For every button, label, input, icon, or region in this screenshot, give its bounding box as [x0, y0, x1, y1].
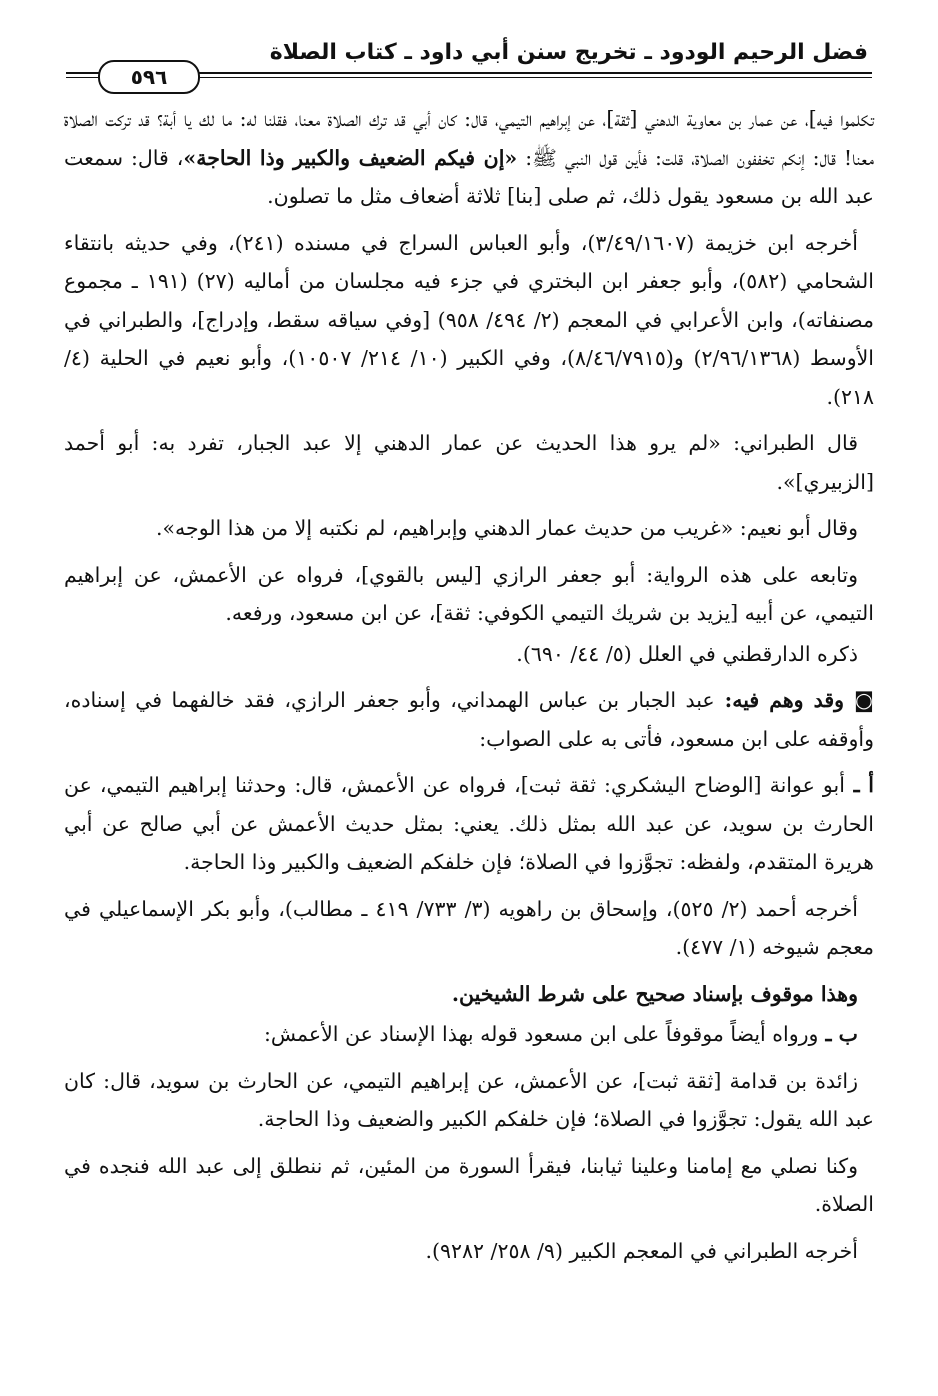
running-header-title: فضل الرحيم الودود ـ تخريج سنن أبي داود ـ كتاب الصلاة — [269, 40, 868, 65]
paragraph-text: عبد الجبار بن عباس الهمداني، وأبو جعفر الرازي، فقد خالفهما في إسناده، وأوقفه على ابن مسعود، فأتى به على الصواب: — [64, 688, 874, 751]
section-lead: ◙ وقد وهم فيه: — [714, 688, 874, 712]
item-marker: أ ـ — [844, 773, 874, 797]
paragraph-text: ، قال: سمعت عبد الله بن مسعود يقول ذلك، ثم صلى [بنا] ثلاثة أضعاف مثل ما تصلون. — [64, 145, 874, 208]
hadith-quote: «إن فيكم الضعيف والكبير وذا الحاجة» — [183, 145, 518, 170]
paragraph: ذكره الدارقطني في العلل (٥/ ٤٤/ ٦٩٠). — [516, 641, 858, 666]
paragraph-conclusion: وهذا موقوف بإسناد صحيح على شرط الشيخين. — [451, 981, 858, 1006]
item-marker: ب ـ — [818, 1022, 858, 1046]
page-body — [64, 100, 874, 1380]
paragraph — [64, 1015, 874, 1054]
paragraph: أخرجه أحمد (٢/ ٥٢٥)، وإسحاق بن راهويه (٣/ ٧٣٣/ ٤١٩ ـ مطالب)، وأبو بكر الإسماعيلي في معجم شيوخه (١/ ٤٧٧). — [64, 896, 874, 959]
paragraph — [64, 766, 874, 882]
paragraph — [64, 681, 874, 758]
paragraph — [64, 100, 874, 216]
paragraph: أخرجه ابن خزيمة (٣/٤٩/١٦٠٧)، وأبو العباس السراج في مسنده (٢٤١)، وفي حديثه بانتقاء الشحامي (٥٨٢)، وأبو جعفر ابن البختري في جزء فيه مجلسان من أماليه (٢٧) (١٩١ ـ مجموع مصنفاته)، وابن الأعرابي في المعجم (٢/ ٤٩٤/ ٩٥٨) [وفي سياقه سقط، وإدراج]، والطبراني في الأوسط (٢/٩٦/١٣٦٨) و(٨/٤٦/٧٩١٥)، وفي الكبير (١٠/ ٢١٤/ ١٠٥٠٧)، وأبو نعيم في الحلية (٤/ ٢١٨). — [64, 230, 875, 409]
paragraph: وقال أبو نعيم: «غريب من حديث عمار الدهني وإبراهيم، لم نكتبه إلا من هذا الوجه». — [155, 516, 858, 540]
paragraph-text: أبو عوانة [الوضاح اليشكري: ثقة ثبت]، فرواه عن الأعمش، قال: وحدثنا إبراهيم التيمي، عن الحارث بن سويد، عن عبد الله بمثل ذلك. يعني: بمثل حديث الأعمش عن أبي صالح عن أبي هريرة المتقدم، ولفظه: تجوَّزوا في الصلاة؛ فإن خلفكم الضعيف والكبير وذا الحاجة. — [64, 773, 874, 874]
paragraph-text: ورواه أيضاً موقوفاً على ابن مسعود قوله بهذا الإسناد عن الأعمش: — [263, 1022, 819, 1046]
page-number: ٥٩٦ — [98, 60, 200, 94]
paragraph: زائدة بن قدامة [ثقة ثبت]، عن الأعمش، عن إبراهيم التيمي، عن الحارث بن سويد، قال: كان عبد الله يقول: تجوَّزوا في الصلاة؛ فإن خلفكم الكبير والضعيف وذا الحاجة. — [64, 1068, 874, 1131]
paragraph: أخرجه الطبراني في المعجم الكبير (٩/ ٢٥٨/ ٩٢٨٢). — [425, 1238, 858, 1263]
paragraph: قال الطبراني: «لم يرو هذا الحديث عن عمار الدهني إلا عبد الجبار، تفرد به: أبو أحمد [الزبيري]». — [64, 431, 874, 494]
paragraph: وتابعه على هذه الرواية: أبو جعفر الرازي [ليس بالقوي]، فرواه عن الأعمش، عن إبراهيم التيمي، عن أبيه [يزيد بن شريك التيمي الكوفي: ثقة]، عن ابن مسعود، ورفعه. — [64, 562, 874, 625]
paragraph: وكنا نصلي مع إمامنا وعلينا ثيابنا، فيقرأ السورة من المئين، ثم ننطلق إلى عبد الله فنجده في الصلاة. — [64, 1153, 874, 1216]
paragraph-text: تكلموا فيه]، عن عمار بن معاوية الدهني [ثقة]، عن إبراهيم التيمي، قال: كان أبي قد ترك الصلاة معنا، فقلنا له: ما لك يا أبة؟ قد تركت الصلاة معنا! قال: إنكم تخففون الصلاة، قلت: فأين قول النبي ﷺ: — [64, 107, 874, 170]
